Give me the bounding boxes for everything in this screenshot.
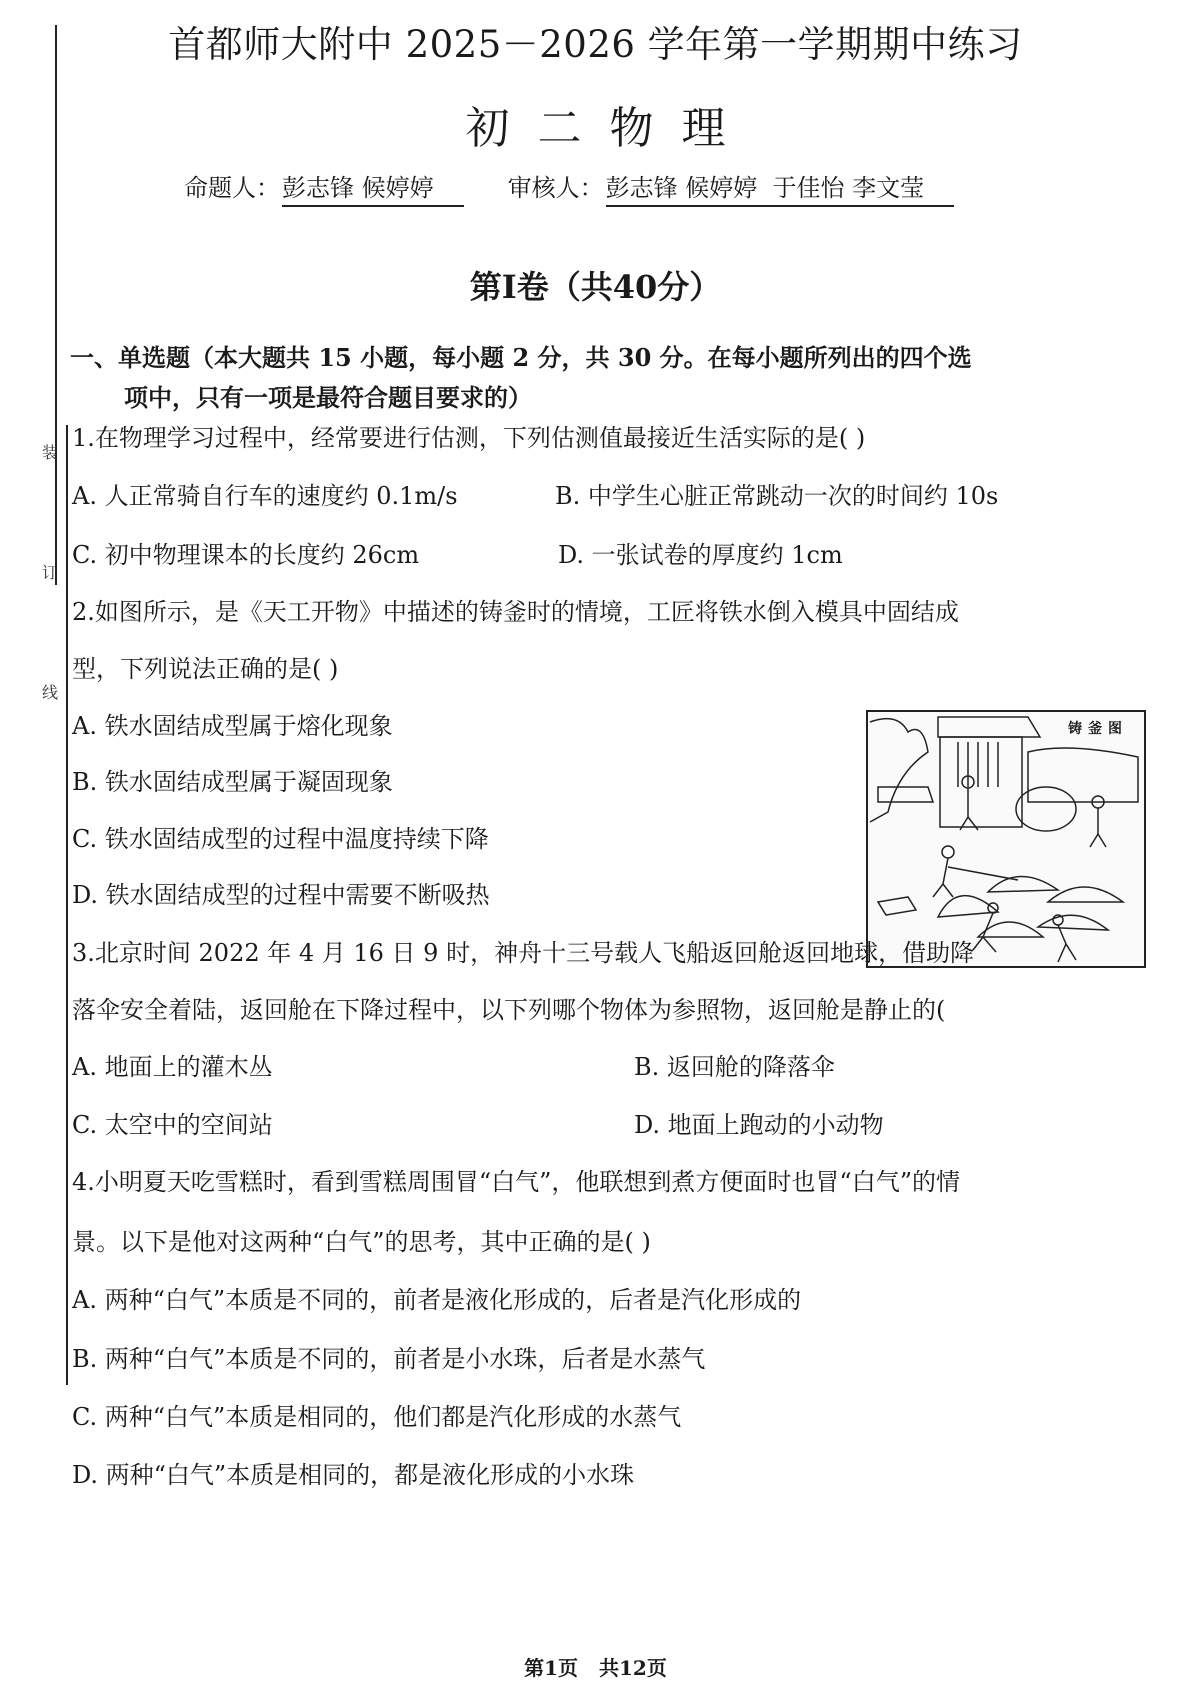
author-line: [184, 168, 954, 207]
woodcut-scene-icon: [868, 712, 1144, 966]
margin-mark: 装: [42, 443, 59, 462]
question-2-option-a: A. 铁水固结成型属于熔化现象: [72, 712, 393, 740]
question-4-option-b: B. 两种“白气”本质是不同的，前者是小水珠，后者是水蒸气: [72, 1345, 706, 1373]
page-total: 共12页: [599, 1656, 667, 1680]
subject-title: 初二物理: [465, 103, 754, 154]
margin-mark: 订: [42, 563, 59, 582]
author-label: 命题人：: [184, 174, 280, 202]
question-2-stem-line-1: 2.如图所示，是《天工开物》中描述的铸釜时的情境，工匠将铁水倒入模具中固结成: [72, 598, 959, 626]
question-3-option-a: A. 地面上的灌木丛: [72, 1053, 273, 1081]
page-number: 第1页: [524, 1656, 579, 1680]
casting-illustration: [866, 710, 1146, 968]
figure-caption: 铸釜图: [1068, 721, 1128, 737]
margin-mark: 线: [42, 683, 59, 702]
binding-line-lower: [66, 425, 68, 1385]
exam-title: 首都师大附中 2025－2026 学年第一学期期中练习: [168, 23, 1023, 66]
question-3-stem-line-2: 落伞安全着陆，返回舱在下降过程中，以下列哪个物体为参照物，返回舱是静止的(: [72, 996, 946, 1024]
question-1-option-a: A. 人正常骑自行车的速度约 0.1m/s: [72, 482, 458, 510]
section-heading: [70, 338, 1150, 418]
section-line-1: 一、单选题（本大题共 15 小题，每小题 2 分，共 30 分。在每小题所列出的四个选: [70, 343, 972, 372]
question-3-option-c: C. 太空中的空间站: [72, 1111, 273, 1139]
question-1-option-b: B. 中学生心脏正常跳动一次的时间约 10s: [555, 482, 999, 510]
question-4-option-c: C. 两种“白气”本质是相同的，他们都是汽化形成的水蒸气: [72, 1403, 682, 1431]
question-1-option-c: C. 初中物理课本的长度约 26cm: [72, 541, 420, 569]
question-4-stem-line-2: 景。以下是他对这两种“白气”的思考，其中正确的是( ): [72, 1228, 651, 1256]
question-4-stem-line-1: 4.小明夏天吃雪糕时，看到雪糕周围冒“白气”，他联想到煮方便面时也冒“白气”的情: [72, 1168, 960, 1196]
section-line-2: 项中，只有一项是最符合题目要求的）: [124, 383, 532, 412]
question-1-stem: 1.在物理学习过程中，经常要进行估测，下列估测值最接近生活实际的是( ): [72, 424, 866, 452]
page-footer: [0, 1652, 1191, 1681]
question-2-option-c: C. 铁水固结成型的过程中温度持续下降: [72, 825, 489, 853]
reviewer-names: 彭志锋 候婷婷 于佳怡 李文莹: [606, 168, 955, 207]
question-2-option-d: D. 铁水固结成型的过程中需要不断吸热: [72, 881, 490, 909]
question-4-option-a: A. 两种“白气”本质是不同的，前者是液化形成的，后者是汽化形成的: [72, 1286, 802, 1314]
reviewer-label: 审核人：: [507, 174, 604, 202]
part-title: 第I卷（共40分）: [469, 268, 722, 306]
question-2-option-b: B. 铁水固结成型属于凝固现象: [72, 768, 393, 796]
question-2-stem-line-2: 型，下列说法正确的是( ): [72, 655, 339, 683]
question-3-option-d: D. 地面上跑动的小动物: [634, 1111, 884, 1139]
question-1-option-d: D. 一张试卷的厚度约 1cm: [558, 541, 843, 569]
question-3-stem-line-1: 3.北京时间 2022 年 4 月 16 日 9 时，神舟十三号载人飞船返回舱返回地球，借助降: [72, 939, 975, 967]
question-3-option-b: B. 返回舱的降落伞: [634, 1053, 835, 1081]
author-names: 彭志锋 候婷婷: [282, 168, 464, 207]
question-4-option-d: D. 两种“白气”本质是相同的，都是液化形成的小水珠: [72, 1461, 635, 1489]
